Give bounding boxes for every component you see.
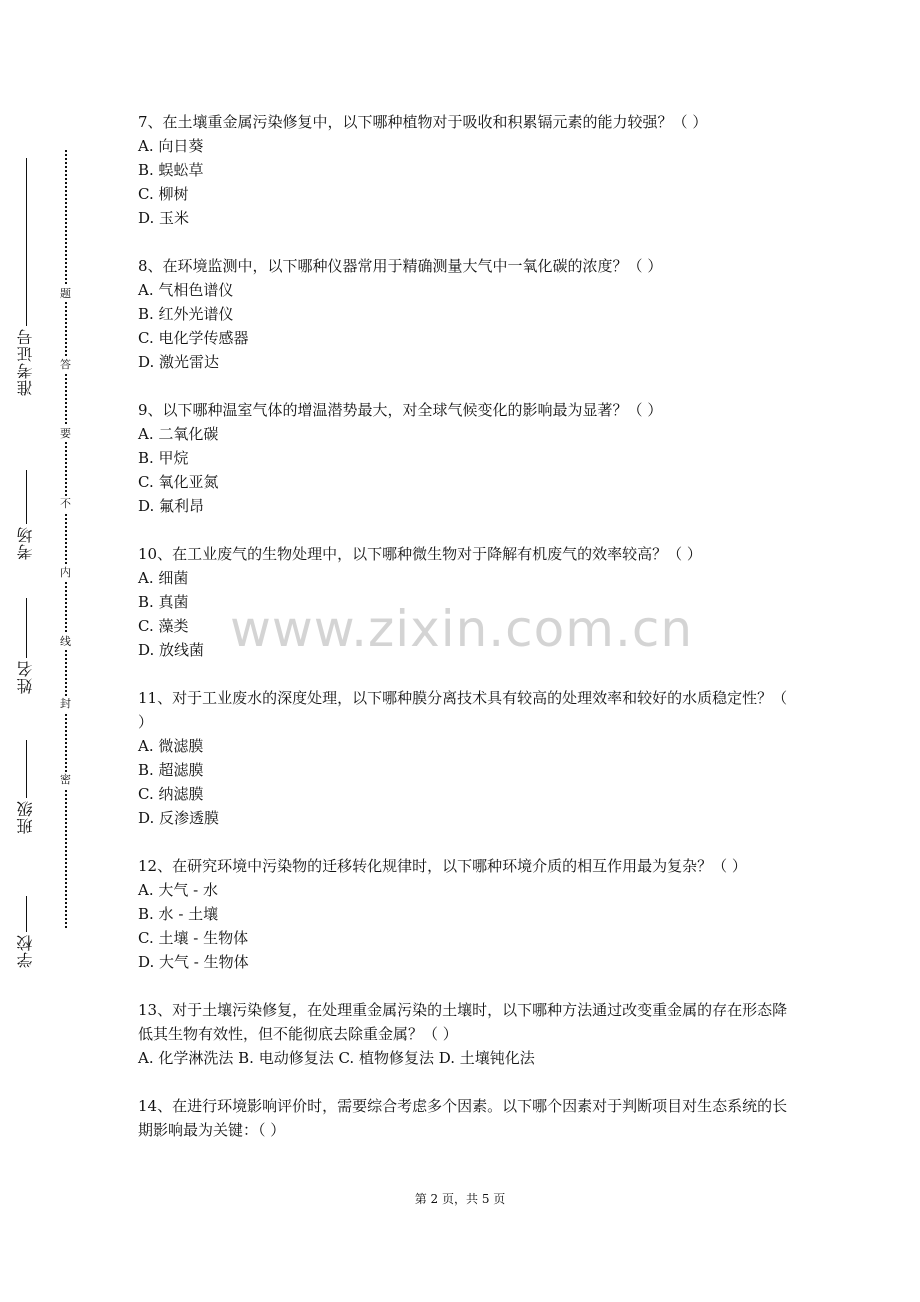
admission-number-field <box>18 158 34 396</box>
question-stem: 9、以下哪种温室气体的增温潜势最大，对全球气候变化的影响最为显著？（ ） <box>138 401 663 419</box>
option-b: B. 蜈蚣草 <box>138 161 204 179</box>
seal-char: 线 <box>60 635 71 648</box>
class-label: 班级 <box>16 800 35 834</box>
option-c: C. 土壤 - 生物体 <box>138 929 249 947</box>
exam-room-label: 考场 <box>16 526 35 560</box>
seal-char: 不 <box>60 497 71 510</box>
question-stem: 13、对于土壤污染修复，在处理重金属污染的土壤时，以下哪种方法通过改变重金属的存在形态降低其生物有效性，但不能彻底去除重金属？（ ） <box>138 1001 788 1043</box>
question-13 <box>138 998 788 1070</box>
question-12 <box>138 854 788 974</box>
question-stem: 8、在环境监测中，以下哪种仪器常用于精确测量大气中一氧化碳的浓度？（ ） <box>138 257 663 275</box>
option-b: B. 水 - 土壤 <box>138 905 219 923</box>
admission-number-line <box>26 158 27 326</box>
option-d: D. 氟利昂 <box>138 497 205 515</box>
option-c: C. 氧化亚氮 <box>138 473 219 491</box>
question-stem: 12、在研究环境中污染物的迁移转化规律时，以下哪种环境介质的相互作用最为复杂？（ ） <box>138 857 747 875</box>
option-d: D. 玉米 <box>138 209 190 227</box>
page-number: 第 2 页，共 5 页 <box>414 1192 506 1206</box>
option-b: B. 甲烷 <box>138 449 189 467</box>
seal-char: 密 <box>60 773 71 786</box>
school-line <box>26 896 27 932</box>
question-8 <box>138 254 788 374</box>
option-d: D. 大气 - 生物体 <box>138 953 249 971</box>
option-d: D. 放线菌 <box>138 641 205 659</box>
question-10 <box>138 542 788 662</box>
exam-room-line <box>26 470 27 524</box>
option-b: B. 红外光谱仪 <box>138 305 234 323</box>
school-label: 学校 <box>16 934 35 968</box>
option-c: C. 柳树 <box>138 185 189 203</box>
binding-margin <box>0 0 100 1302</box>
question-7 <box>138 110 788 230</box>
options-inline: A. 化学淋洗法 B. 电动修复法 C. 植物修复法 D. 土壤钝化法 <box>138 1049 535 1067</box>
question-stem: 11、对于工业废水的深度处理，以下哪种膜分离技术具有较高的处理效率和较好的水质稳定性？（ ） <box>138 689 788 731</box>
question-list <box>138 110 788 1166</box>
class-field <box>18 740 34 834</box>
option-c: C. 电化学传感器 <box>138 329 249 347</box>
name-label: 姓名 <box>16 660 35 694</box>
seal-char: 答 <box>60 358 71 371</box>
school-field <box>18 896 34 968</box>
exam-room-field <box>18 470 34 560</box>
option-c: C. 纳滤膜 <box>138 785 204 803</box>
question-11 <box>138 686 788 830</box>
seal-char: 要 <box>60 427 71 440</box>
option-a: A. 气相色谱仪 <box>138 281 234 299</box>
option-b: B. 真菌 <box>138 593 189 611</box>
option-a: A. 向日葵 <box>138 137 204 155</box>
option-d: D. 反渗透膜 <box>138 809 220 827</box>
option-a: A. 微滤膜 <box>138 737 204 755</box>
question-stem: 7、在土壤重金属污染修复中，以下哪种植物对于吸收和积累镉元素的能力较强？（ ） <box>138 113 708 131</box>
seal-dotted-line <box>65 150 67 928</box>
option-b: B. 超滤膜 <box>138 761 204 779</box>
question-14 <box>138 1094 788 1142</box>
question-stem: 10、在工业废气的生物处理中，以下哪种微生物对于降解有机废气的效率较高？（ ） <box>138 545 702 563</box>
watermark: www.zixin.com.cn <box>230 600 694 658</box>
option-a: A. 大气 - 水 <box>138 881 218 899</box>
option-a: A. 二氧化碳 <box>138 425 219 443</box>
class-line <box>26 740 27 798</box>
admission-number-label: 准考证号 <box>16 328 35 396</box>
option-d: D. 激光雷达 <box>138 353 220 371</box>
name-field <box>18 598 34 694</box>
option-c: C. 藻类 <box>138 617 189 635</box>
question-stem: 14、在进行环境影响评价时，需要综合考虑多个因素。以下哪个因素对于判断项目对生态系统的长期影响最为关键：（ ） <box>138 1097 788 1139</box>
question-9 <box>138 398 788 518</box>
seal-char: 内 <box>60 566 71 579</box>
option-a: A. 细菌 <box>138 569 189 587</box>
seal-char: 题 <box>60 287 71 300</box>
name-line <box>26 598 27 658</box>
seal-char: 封 <box>60 697 71 710</box>
